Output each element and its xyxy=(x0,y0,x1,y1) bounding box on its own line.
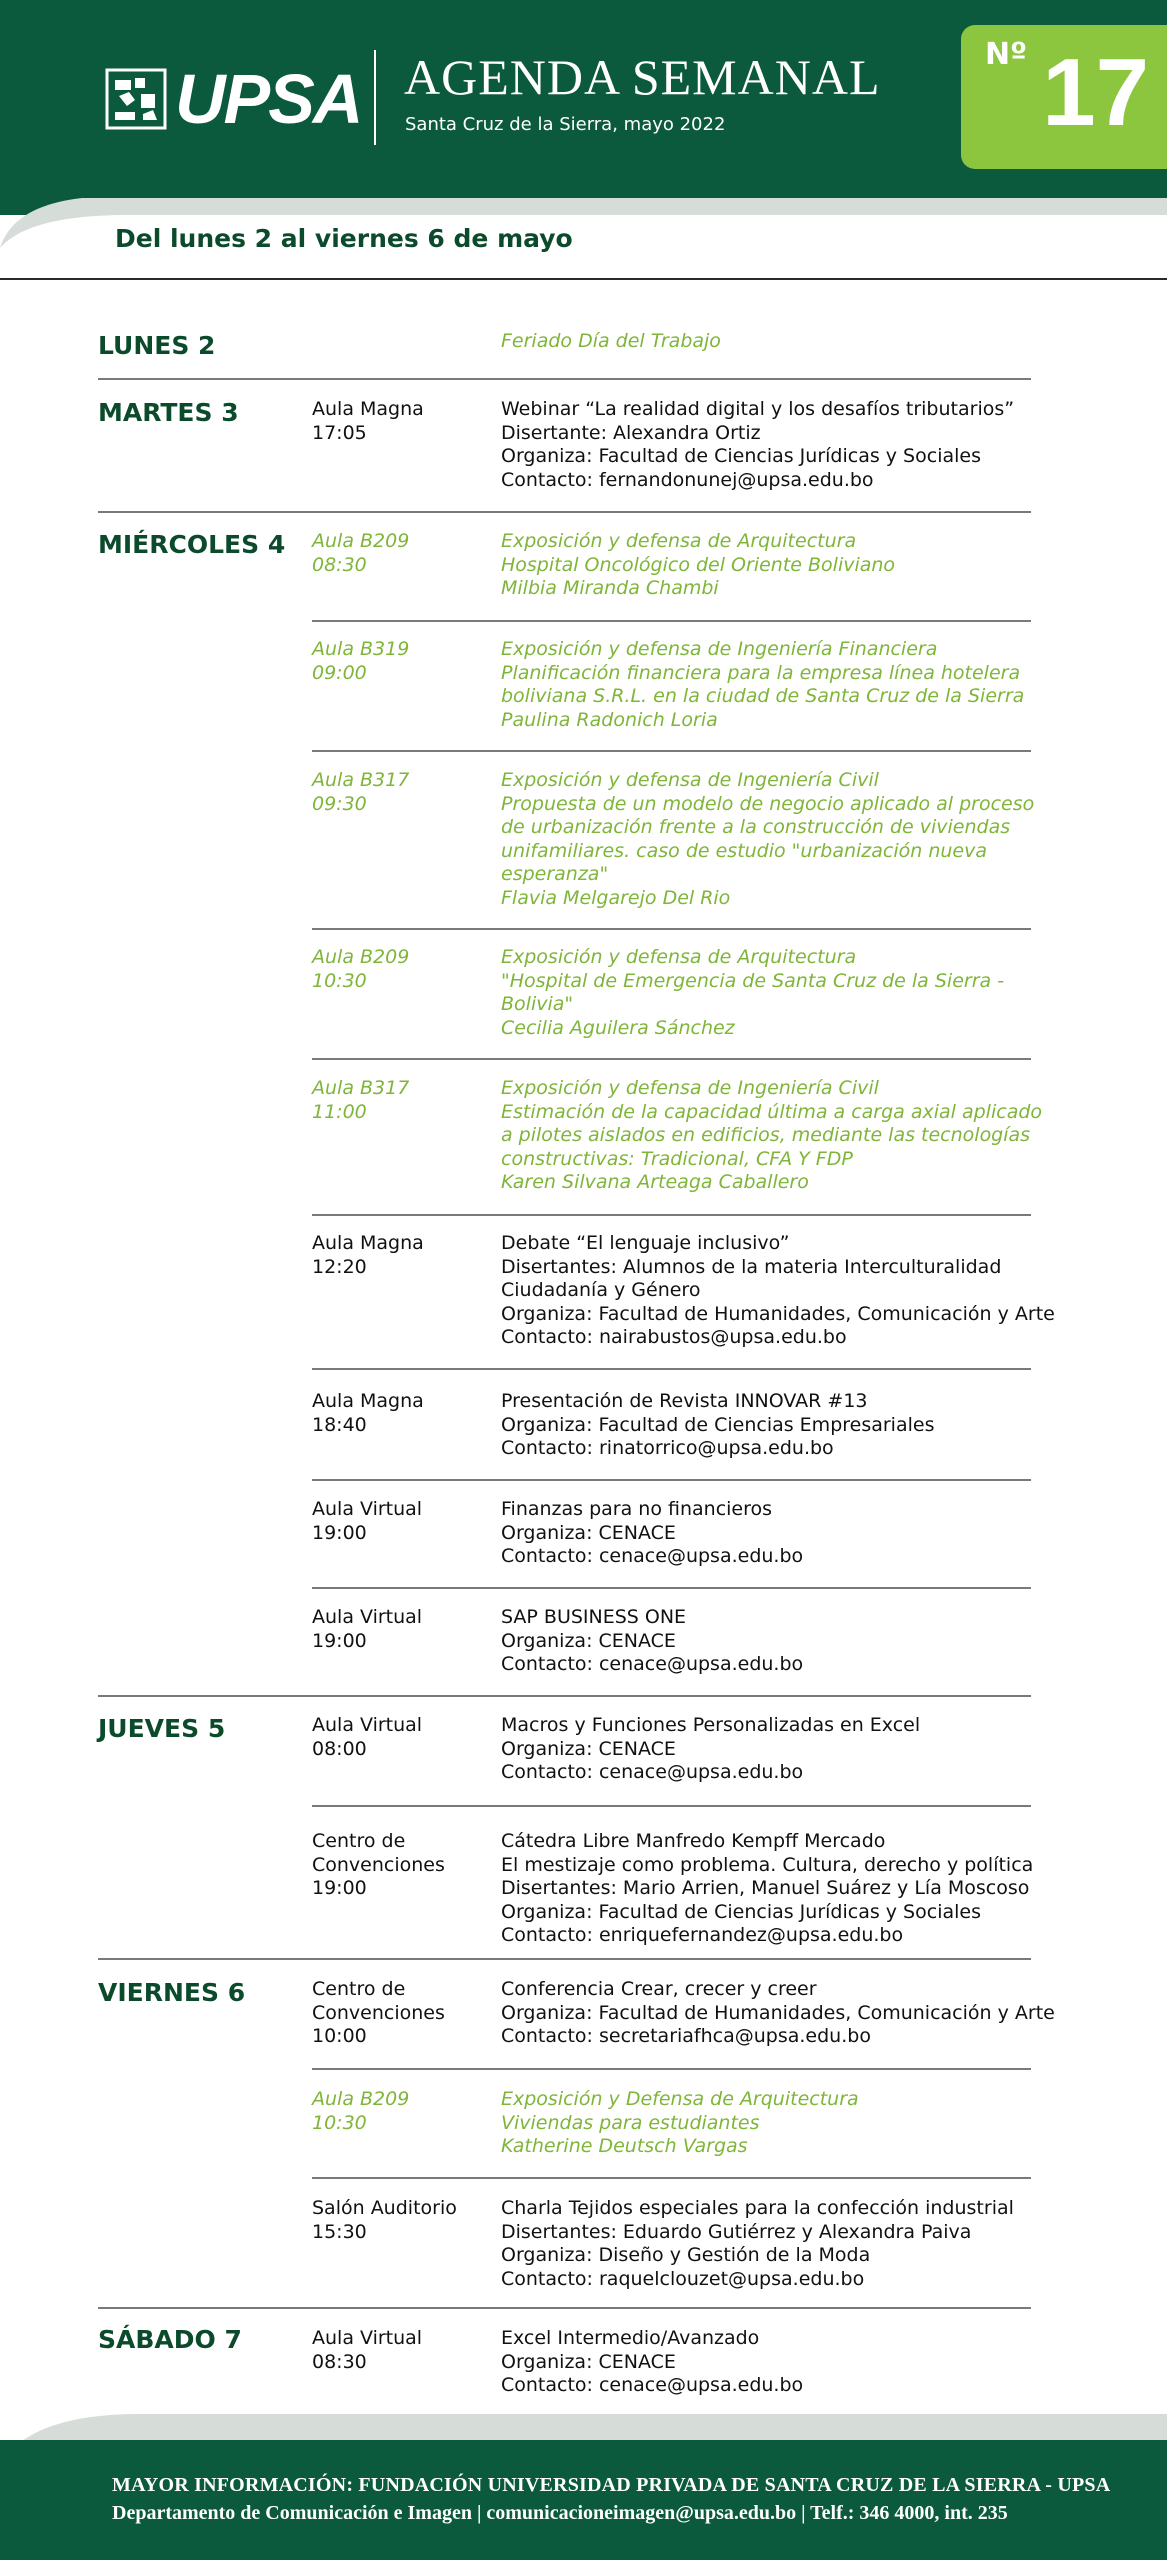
event-divider xyxy=(312,620,1031,622)
event-line: Debate “El lenguaje inclusivo” xyxy=(501,1232,790,1254)
event-description xyxy=(501,2197,1041,2291)
event-line: Contacto: fernandonunej@upsa.edu.bo xyxy=(501,468,874,491)
event-line: Contacto: cenace@upsa.edu.bo xyxy=(501,1761,804,1783)
header-rule xyxy=(0,278,1167,280)
event-line: Estimación de la capacidad última a carga axial aplicado xyxy=(501,1100,1043,1123)
event-line: Contacto: cenace@upsa.edu.bo xyxy=(501,1653,804,1675)
event-place-time: Aula Virtual 19:00 xyxy=(312,1498,423,1544)
event-line: Disertantes: Alumnos de la materia Interculturalidad xyxy=(501,1255,1002,1278)
event-place-time: Salón Auditorio 15:30 xyxy=(312,2197,457,2243)
day-divider xyxy=(98,1695,1031,1697)
day-label: MIÉRCOLES 4 xyxy=(98,530,286,559)
event-place-time: Aula Magna 18:40 xyxy=(312,1390,424,1436)
event-description xyxy=(501,330,1041,354)
event-line: Exposición y defensa de Arquitectura xyxy=(501,946,857,968)
page-title: AGENDA SEMANAL xyxy=(404,49,881,105)
event-line: constructivas: Tradicional, CFA Y FDP xyxy=(501,1147,853,1170)
event-line: Exposición y defensa de Ingeniería Civil xyxy=(501,769,879,791)
event-line: Contacto: enriquefernandez@upsa.edu.bo xyxy=(501,1924,904,1946)
header-divider xyxy=(374,50,376,145)
event-line: SAP BUSINESS ONE xyxy=(501,1606,687,1628)
footer-banner xyxy=(0,2440,1167,2560)
event-line: "Hospital de Emergencia de Santa Cruz de la Sierra - xyxy=(501,969,1005,992)
event-line: Organiza: Diseño y Gestión de la Moda xyxy=(501,2244,871,2266)
event-line: Presentación de Revista INNOVAR #13 xyxy=(501,1390,868,1412)
day-label: VIERNES 6 xyxy=(98,1978,246,2007)
event-line: Organiza: Facultad de Ciencias Empresariales xyxy=(501,1413,935,1436)
event-place-time: Aula B209 10:30 xyxy=(312,946,410,992)
event-line: Finanzas para no financieros xyxy=(501,1498,773,1520)
event-place-time: Aula B209 08:30 xyxy=(312,530,410,576)
event-line: Contacto: cenace@upsa.edu.bo xyxy=(501,1545,804,1567)
day-label: JUEVES 5 xyxy=(98,1714,226,1743)
event-line: Organiza: Facultad de Humanidades, Comunicación y Arte xyxy=(501,2001,1055,2024)
day-divider xyxy=(98,2307,1031,2309)
event-line: esperanza" xyxy=(501,863,609,885)
event-line: Planificación financiera para la empresa línea hotelera xyxy=(501,661,1021,684)
event-line: Disertante: Alexandra Ortiz xyxy=(501,421,761,444)
page-subtitle: Santa Cruz de la Sierra, mayo 2022 xyxy=(405,114,726,135)
issue-badge xyxy=(961,25,1167,169)
event-divider xyxy=(312,2068,1031,2070)
event-place-time: Centro de Convenciones 10:00 xyxy=(312,1978,445,2047)
event-line: Organiza: Facultad de Humanidades, Comunicación y Arte xyxy=(501,1302,1055,1325)
event-line: Contacto: raquelclouzet@upsa.edu.bo xyxy=(501,2267,865,2290)
event-description xyxy=(501,1498,1041,1569)
issue-number: 17 xyxy=(1042,39,1149,146)
event-line: unifamiliares. caso de estudio "urbanización nueva xyxy=(501,839,988,862)
date-range: Del lunes 2 al viernes 6 de mayo xyxy=(115,224,573,253)
event-line: Exposición y defensa de Ingeniería Civil xyxy=(501,1077,879,1099)
event-description xyxy=(501,1830,1041,1948)
event-description xyxy=(501,946,1041,1040)
day-divider xyxy=(98,1958,1031,1960)
event-line: Contacto: cenace@upsa.edu.bo xyxy=(501,2374,804,2396)
event-divider xyxy=(312,1214,1031,1216)
event-line: Bolivia" xyxy=(501,993,574,1015)
event-line: Katherine Deutsch Vargas xyxy=(501,2135,748,2157)
event-line: Organiza: CENACE xyxy=(501,2350,676,2373)
event-line: Viviendas para estudiantes xyxy=(501,2111,760,2134)
event-place-time: Aula Virtual 08:30 xyxy=(312,2327,423,2373)
event-line: Flavia Melgarejo Del Rio xyxy=(501,886,731,909)
event-description xyxy=(501,2327,1041,2398)
event-line: Macros y Funciones Personalizadas en Excel xyxy=(501,1714,921,1736)
event-line: de urbanización frente a la construcción de viviendas xyxy=(501,816,1011,838)
day-divider xyxy=(98,511,1031,513)
event-description xyxy=(501,1077,1041,1195)
event-line: Exposición y Defensa de Arquitectura xyxy=(501,2088,859,2110)
issue-symbol: Nº xyxy=(985,37,1028,72)
event-description xyxy=(501,1606,1041,1677)
event-line: Propuesta de un modelo de negocio aplicado al proceso xyxy=(501,792,1035,815)
event-divider xyxy=(312,1587,1031,1589)
event-divider xyxy=(312,928,1031,930)
event-line: Exposición y defensa de Arquitectura xyxy=(501,530,857,552)
event-line: Contacto: rinatorrico@upsa.edu.bo xyxy=(501,1437,834,1459)
event-line: Charla Tejidos especiales para la confección industrial xyxy=(501,2197,1014,2219)
event-line: El mestizaje como problema. Cultura, derecho y política xyxy=(501,1853,1034,1876)
day-label: LUNES 2 xyxy=(98,331,216,360)
event-line: Cátedra Libre Manfredo Kempff Mercado xyxy=(501,1830,886,1852)
event-line: Karen Silvana Arteaga Caballero xyxy=(501,1171,809,1193)
event-place-time: Aula B317 11:00 xyxy=(312,1077,410,1123)
event-line: Contacto: secretariafhca@upsa.edu.bo xyxy=(501,2025,871,2047)
logo-text: UPSA xyxy=(175,60,362,138)
event-place-time: Aula B209 10:30 xyxy=(312,2088,410,2134)
upsa-emblem-icon xyxy=(105,68,167,130)
event-line: Hospital Oncológico del Oriente Boliviano xyxy=(501,553,896,576)
event-place-time: Aula B319 09:00 xyxy=(312,638,410,684)
upsa-logo xyxy=(105,60,362,138)
event-divider xyxy=(312,750,1031,752)
event-divider xyxy=(312,1058,1031,1060)
event-divider xyxy=(312,2177,1031,2179)
event-place-time: Aula B317 09:30 xyxy=(312,769,410,815)
header-banner xyxy=(0,0,1167,215)
event-line: Milbia Miranda Chambi xyxy=(501,577,719,599)
day-label: SÁBADO 7 xyxy=(98,2325,242,2354)
day-label: MARTES 3 xyxy=(98,398,239,427)
day-divider xyxy=(98,378,1031,380)
event-line: Cecilia Aguilera Sánchez xyxy=(501,1016,735,1039)
event-line: Disertantes: Eduardo Gutiérrez y Alexandra Paiva xyxy=(501,2220,972,2243)
event-description xyxy=(501,1978,1055,2049)
event-line: Exposición y defensa de Ingeniería Financiera xyxy=(501,638,938,660)
event-divider xyxy=(312,1479,1031,1481)
event-line: Organiza: CENACE xyxy=(501,1521,676,1544)
event-line: boliviana S.R.L. en la ciudad de Santa Cruz de la Sierra xyxy=(501,685,1025,707)
event-place-time: Aula Virtual 08:00 xyxy=(312,1714,423,1760)
event-line: Webinar “La realidad digital y los desafíos tributarios” xyxy=(501,398,1015,420)
event-line: Organiza: Facultad de Ciencias Jurídicas y Sociales xyxy=(501,1900,981,1923)
event-line: Organiza: CENACE xyxy=(501,1629,676,1652)
event-description xyxy=(501,769,1041,910)
event-line: Feriado Día del Trabajo xyxy=(501,330,721,352)
event-description xyxy=(501,1390,1041,1461)
event-description xyxy=(501,398,1041,492)
event-line: Organiza: Facultad de Ciencias Jurídicas y Sociales xyxy=(501,445,981,467)
event-description xyxy=(501,530,1041,601)
event-place-time: Aula Virtual 19:00 xyxy=(312,1606,423,1652)
event-place-time: Centro de Convenciones 19:00 xyxy=(312,1830,445,1899)
event-line: Disertantes: Mario Arrien, Manuel Suárez y Lía Moscoso xyxy=(501,1877,1030,1899)
footer-contact: Departamento de Comunicación e Imagen | comunicacioneimagen@upsa.edu.bo | Telf.: 346 4000, int. 235 xyxy=(112,2502,1008,2524)
event-line: Excel Intermedio/Avanzado xyxy=(501,2327,760,2349)
event-line: a pilotes aislados en edificios, mediante las tecnologías xyxy=(501,1124,1031,1146)
event-description xyxy=(501,1714,1041,1785)
event-description xyxy=(501,2088,1041,2159)
event-place-time: Aula Magna 17:05 xyxy=(312,398,424,444)
event-description xyxy=(501,638,1041,732)
event-line: Conferencia Crear, crecer y creer xyxy=(501,1978,817,2000)
event-line: Contacto: nairabustos@upsa.edu.bo xyxy=(501,1326,847,1348)
footer-info: MAYOR INFORMACIÓN: FUNDACIÓN UNIVERSIDAD PRIVADA DE SANTA CRUZ DE LA SIERRA - UPSA xyxy=(112,2474,1111,2496)
event-line: Organiza: CENACE xyxy=(501,1737,676,1760)
event-place-time: Aula Magna 12:20 xyxy=(312,1232,424,1278)
event-divider xyxy=(312,1805,1031,1807)
event-line: Ciudadanía y Género xyxy=(501,1279,701,1301)
event-description xyxy=(501,1232,1055,1350)
event-line: Paulina Radonich Loria xyxy=(501,708,718,731)
event-divider xyxy=(312,1368,1031,1370)
